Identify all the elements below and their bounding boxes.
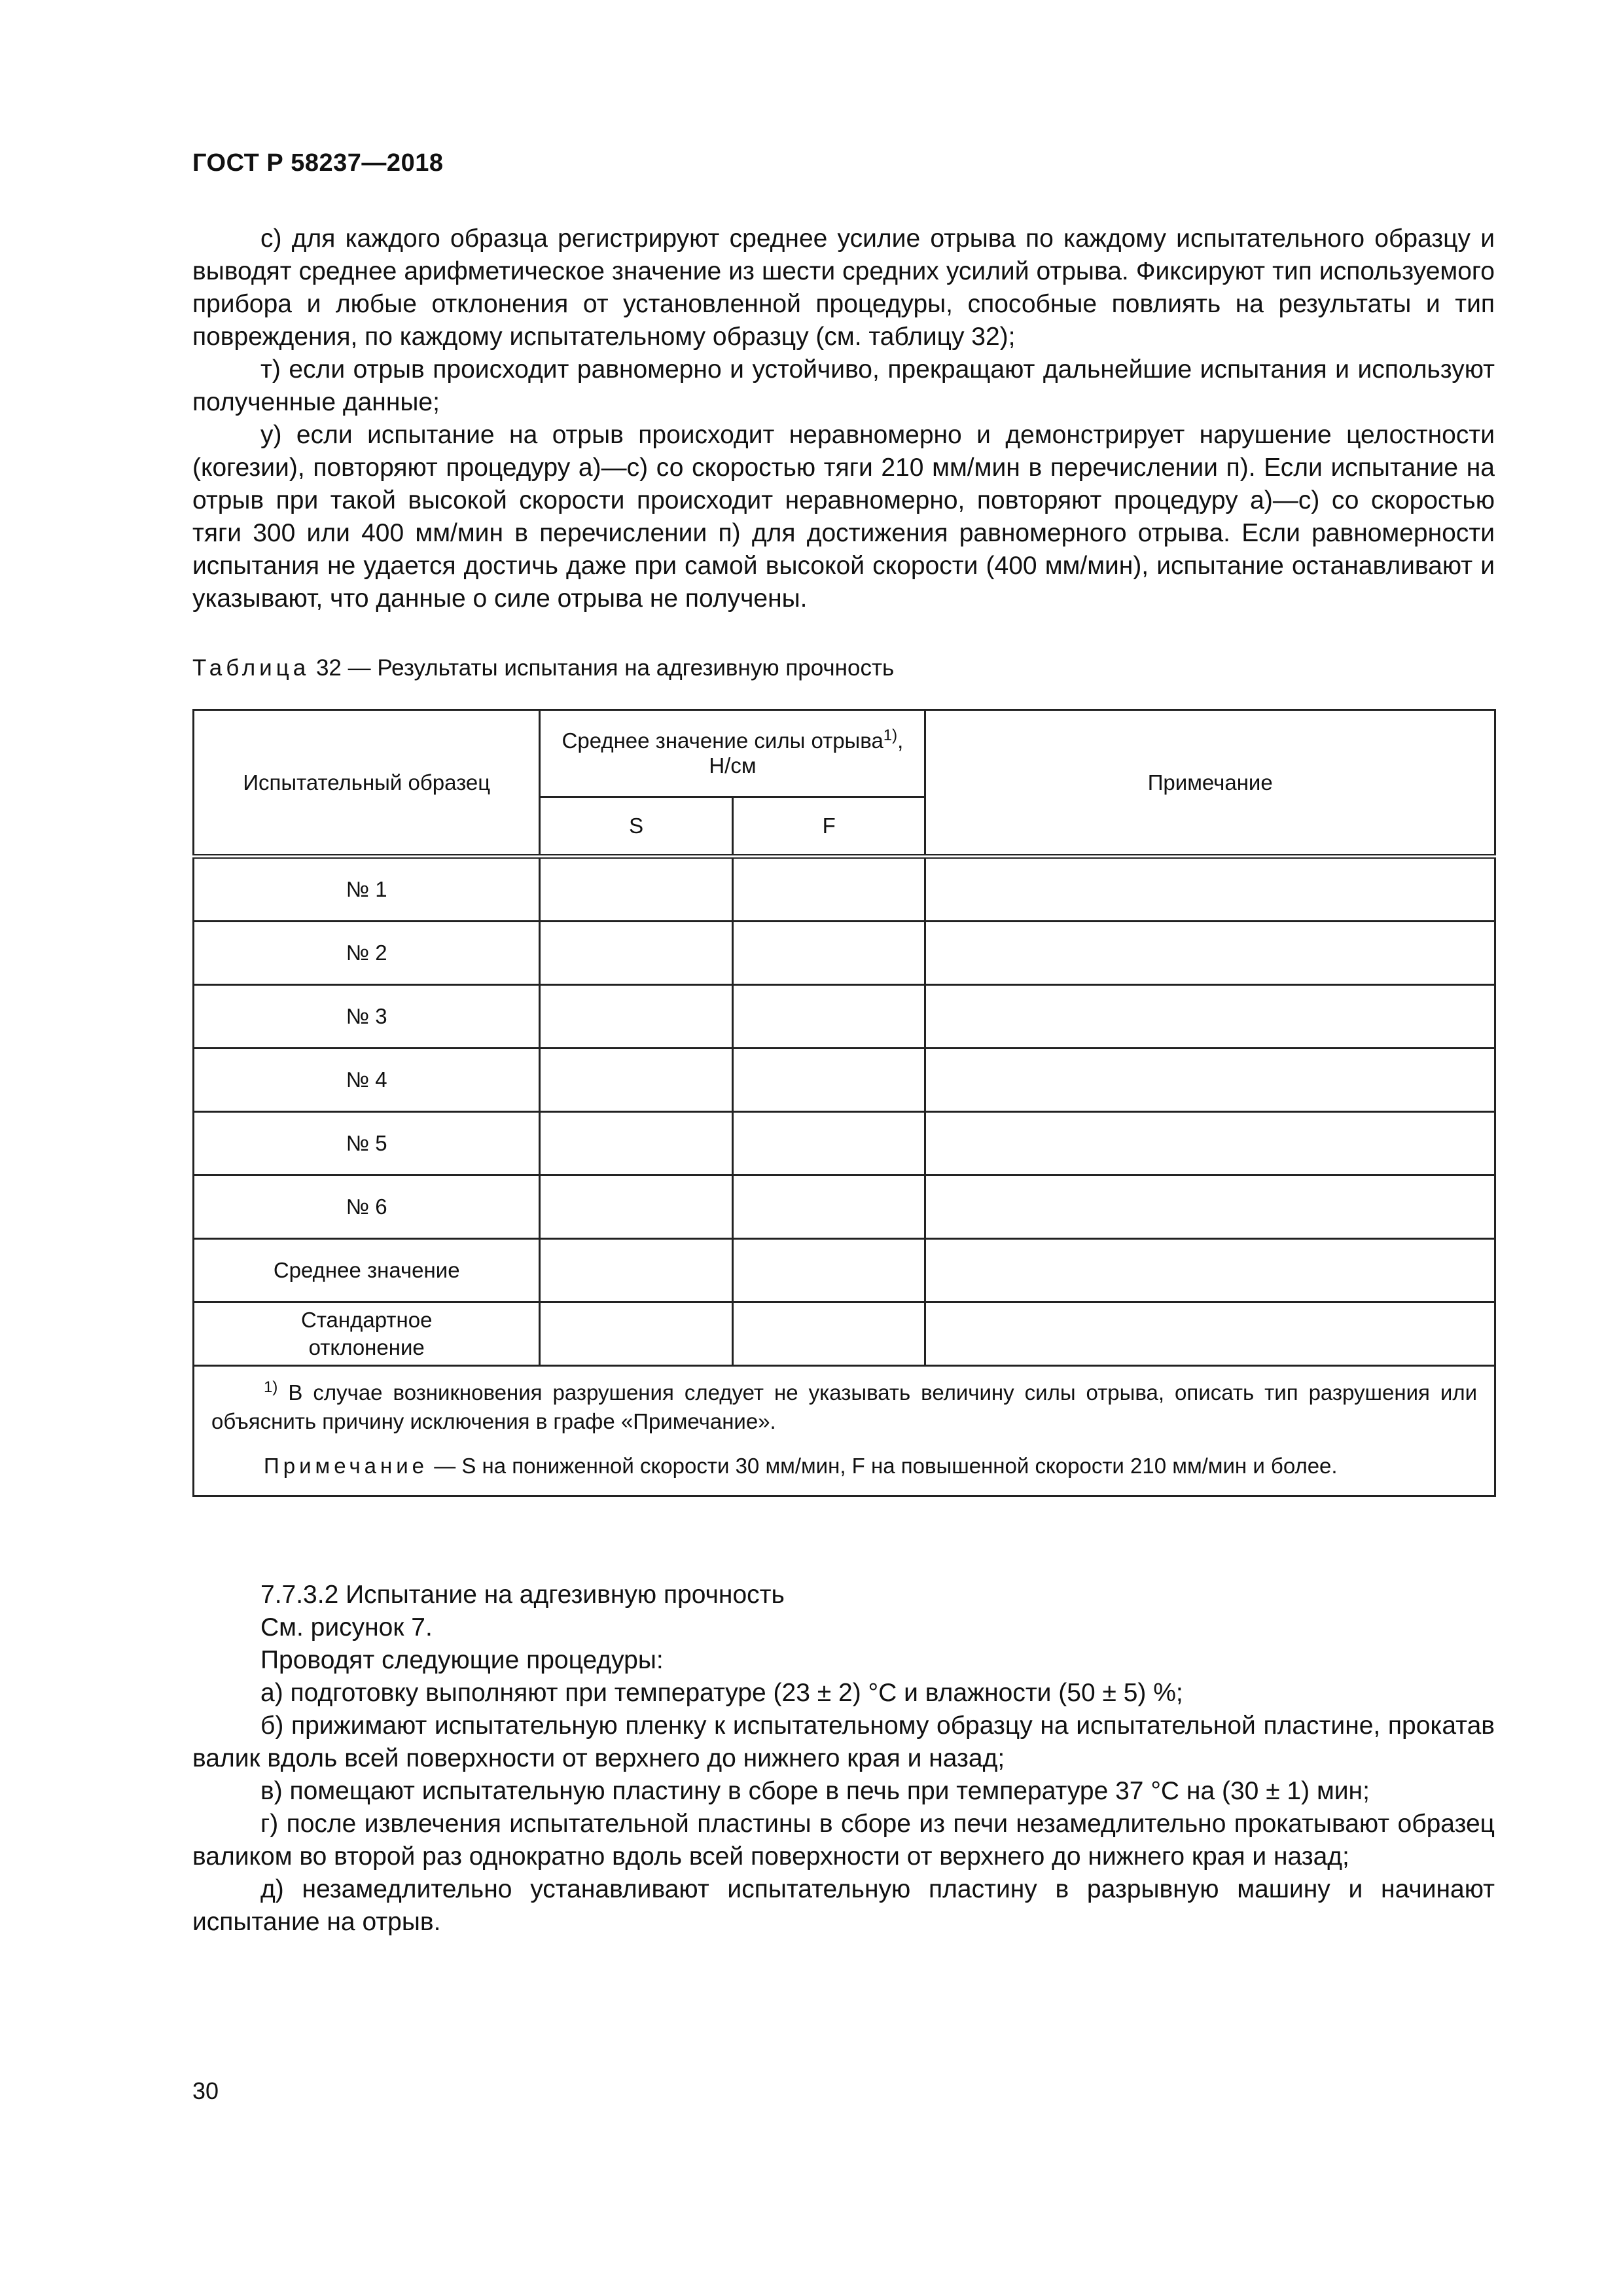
cell-f xyxy=(732,1302,925,1366)
figure-reference: См. рисунок 7. xyxy=(260,1613,433,1641)
table-caption xyxy=(192,655,894,681)
cell-s xyxy=(540,1049,733,1112)
paragraph-c: с) для каждого образца регистрируют среднее усилие отрыва по каждому испытательного образцу и выводят среднее арифметическое значение из шести средних усилий отрыва. Фиксируют тип используемого прибора и любые отклонения от установленной процедуры, способные повлиять на результаты и тип повреждения, по каждому испытательному образцу (см. таблицу 32); xyxy=(192,224,1495,351)
page-number: 30 xyxy=(192,2077,219,2104)
cell-s xyxy=(540,1112,733,1175)
cell-f xyxy=(732,857,925,922)
table-row xyxy=(194,1302,1495,1366)
footnote-marker: 1) xyxy=(264,1378,278,1396)
procedure-paragraphs-top xyxy=(192,223,1495,615)
procedure-paragraphs-bottom xyxy=(192,1579,1495,1939)
table-footnotes-row xyxy=(194,1366,1495,1496)
header-mean-force xyxy=(540,710,925,797)
row-label: № 2 xyxy=(194,922,540,985)
header-note: Примечание xyxy=(925,710,1495,857)
cell-note xyxy=(925,1112,1495,1175)
header-mean-force-unit: Н/см xyxy=(709,753,757,778)
header-mean-force-comma: , xyxy=(897,728,904,753)
row-label-line-2: отклонение xyxy=(308,1335,425,1359)
paragraph-t: т) если отрыв происходит равномерно и устойчиво, прекращают дальнейшие испытания и используют полученные данные; xyxy=(192,355,1495,416)
header-specimen: Испытательный образец xyxy=(194,710,540,857)
row-label: № 4 xyxy=(194,1049,540,1112)
procedure-step-a: а) подготовку выполняют при температуре (23 ± 2) °С и влажности (50 ± 5) %; xyxy=(260,1679,1183,1707)
cell-s xyxy=(540,1239,733,1302)
row-label: № 3 xyxy=(194,985,540,1049)
row-label: № 5 xyxy=(194,1112,540,1175)
cell-note xyxy=(925,857,1495,922)
cell-f xyxy=(732,1112,925,1175)
table-row xyxy=(194,1049,1495,1112)
table-row xyxy=(194,1239,1495,1302)
results-table xyxy=(192,709,1496,1497)
cell-note xyxy=(925,922,1495,985)
cell-note xyxy=(925,1239,1495,1302)
document-code-header: ГОСТ Р 58237—2018 xyxy=(192,149,444,177)
footnote xyxy=(211,1378,1477,1436)
cell-note xyxy=(925,1175,1495,1239)
table-caption-text: 32 — Результаты испытания на адгезивную прочность xyxy=(315,655,895,681)
cell-f xyxy=(732,922,925,985)
cell-s xyxy=(540,1302,733,1366)
procedure-step-b: б) прижимают испытательную пленку к испытательному образцу на испытательной пластине, прокатав валик вдоль всей поверхности от верхнего до нижнего края и назад; xyxy=(192,1712,1495,1772)
table-row xyxy=(194,857,1495,922)
footnote-text: В случае возникновения разрушения следует не указывать величину силы отрыва, описать тип разрушения или объяснить причину исключения в графе «Примечание». xyxy=(211,1380,1478,1433)
procedure-step-v: в) помещают испытательную пластину в сборе в печь при температуре 37 °С на (30 ± 1) мин; xyxy=(260,1777,1370,1805)
procedure-step-g: г) после извлечения испытательной пластины в сборе из печи незамедлительно прокатывают образец валиком во второй раз однократно вдоль всей поверхности от верхнего до нижнего края и назад; xyxy=(192,1810,1495,1871)
header-f: F xyxy=(732,797,925,857)
cell-s xyxy=(540,922,733,985)
row-label: Среднее значение xyxy=(194,1239,540,1302)
table-note-label: Примечание xyxy=(264,1454,429,1478)
table-note xyxy=(211,1452,1477,1480)
cell-note xyxy=(925,1049,1495,1112)
table-caption-label: Таблица xyxy=(192,655,310,681)
table-row xyxy=(194,985,1495,1049)
cell-s xyxy=(540,985,733,1049)
cell-s xyxy=(540,857,733,922)
procedure-intro: Проводят следующие процедуры: xyxy=(260,1646,664,1674)
table-note-text: — S на пониженной скорости 30 мм/мин, F на повышенной скорости 210 мм/мин и более. xyxy=(434,1454,1338,1478)
cell-s xyxy=(540,1175,733,1239)
cell-note xyxy=(925,1302,1495,1366)
paragraph-u: у) если испытание на отрыв происходит неравномерно и демонстрирует нарушение целостности (когезии), повторяют процедуру а)—с) со скоростью тяги 210 мм/мин в перечислении п). Если испытание на отрыв при такой высокой скорости происходит неравномерно, повторяют процедуру а)—с) со скоростью тяги 300 или 400 мм/мин в перечислении п) для достижения равномерного отрыва. Если равномерности испытания не удается достичь даже при самой высокой скорости (400 мм/мин), испытание останавливают и указывают, что данные о силе отрыва не получены. xyxy=(192,421,1495,613)
table-row xyxy=(194,1175,1495,1239)
procedure-step-d: д) незамедлительно устанавливают испытательную пластину в разрывную машину и начинают испытание на отрыв. xyxy=(192,1875,1495,1936)
row-label: № 1 xyxy=(194,857,540,922)
cell-note xyxy=(925,985,1495,1049)
cell-f xyxy=(732,985,925,1049)
cell-f xyxy=(732,1239,925,1302)
header-footnote-ref: 1) xyxy=(883,726,898,744)
cell-f xyxy=(732,1175,925,1239)
row-label-line-1: Стандартное xyxy=(300,1308,433,1332)
table-footnotes xyxy=(194,1366,1495,1496)
row-label xyxy=(194,1302,540,1366)
row-label: № 6 xyxy=(194,1175,540,1239)
section-heading: 7.7.3.2 Испытание на адгезивную прочность xyxy=(260,1581,785,1609)
cell-f xyxy=(732,1049,925,1112)
table-row xyxy=(194,1112,1495,1175)
table-row xyxy=(194,922,1495,985)
header-mean-force-label: Среднее значение силы отрыва xyxy=(562,728,883,753)
header-s: S xyxy=(540,797,733,857)
